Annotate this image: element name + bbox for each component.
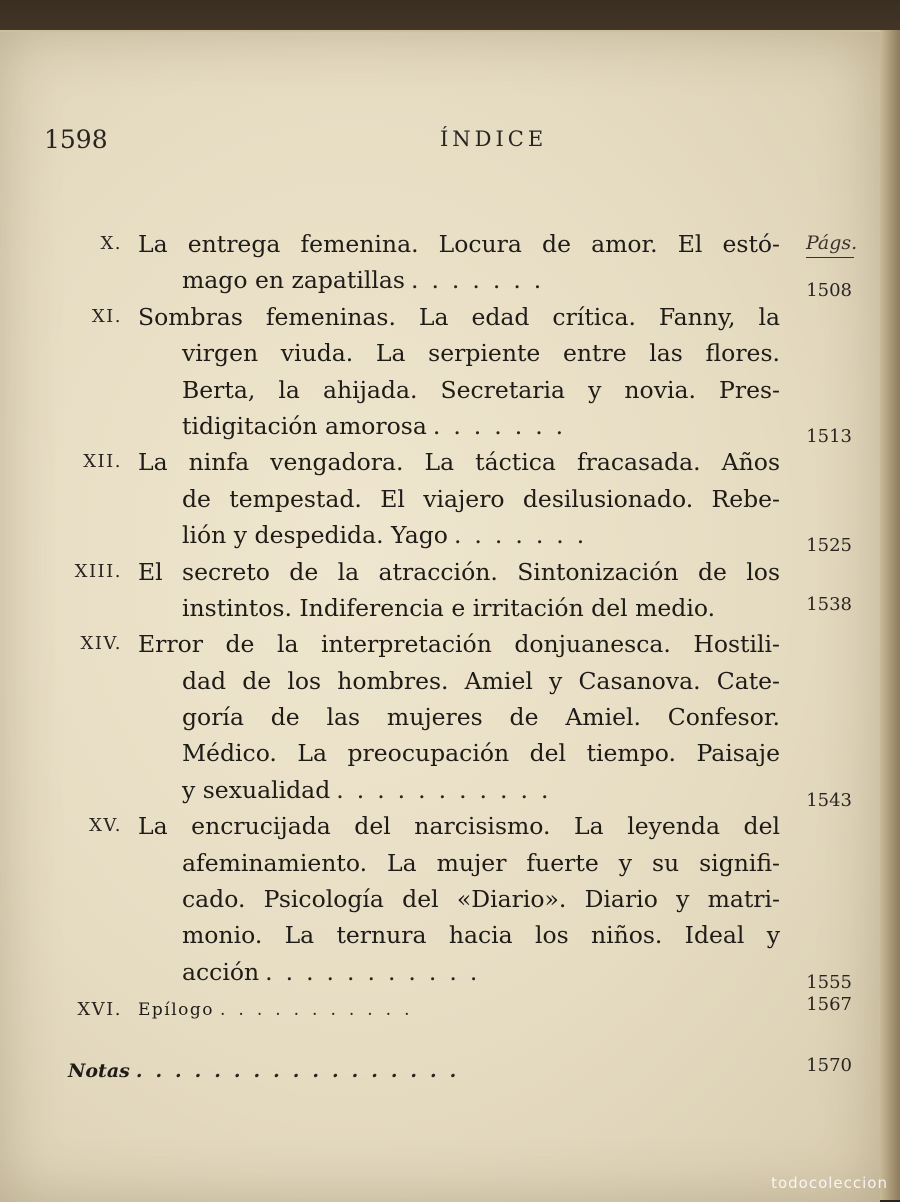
toc-entry: [0, 1053, 880, 1089]
page-edge: [880, 30, 900, 1200]
table-of-contents: [0, 226, 880, 1089]
toc-entry: [0, 992, 880, 1028]
toc-line: [0, 954, 880, 990]
entry-text: [182, 517, 597, 553]
chapter-numeral: XI.: [91, 305, 122, 327]
page-reference: 1525: [806, 535, 852, 557]
page-reference: 1555: [806, 971, 852, 993]
entry-text-content: La encrucijada del narcisismo. La leyenda del: [138, 812, 780, 841]
entry-text-content: goría de las mujeres de Amiel. Confesor.: [182, 703, 780, 732]
entry-text-content: de tempestad. El viajero desilusionado. Rebe-: [182, 484, 780, 513]
toc-entry: [0, 299, 880, 445]
toc-line: [0, 772, 880, 808]
entry-text: [182, 699, 780, 735]
toc-line: [0, 881, 880, 917]
entry-text: [182, 408, 576, 444]
toc-line: [0, 917, 880, 953]
toc-line: [0, 481, 880, 517]
entry-text-content: Epílogo: [138, 1000, 215, 1021]
dot-leaders: .......: [410, 266, 555, 295]
dot-leaders: ...........: [265, 957, 491, 986]
page-reference: 1543: [806, 789, 852, 811]
entry-text: [182, 262, 554, 298]
toc-line: [0, 663, 880, 699]
pages-column-label: Págs.: [806, 232, 854, 258]
chapter-numeral: XV.: [89, 815, 122, 837]
toc-entry: [0, 444, 880, 557]
toc-line: [0, 262, 880, 298]
toc-line: [0, 699, 880, 735]
entry-text-content: cado. Psicología del «Diario». Diario y matri-: [182, 885, 780, 914]
toc-line: [0, 517, 880, 553]
entry-text: [182, 335, 780, 371]
entry-text-content: Médico. La preocupación del tiempo. Paisaje: [182, 739, 780, 768]
entry-text-content: La entrega femenina. Locura de amor. El estó-: [138, 230, 780, 258]
toc-line: [0, 845, 880, 881]
entry-text-content: instintos. Indiferencia e irritación del medio.: [182, 593, 716, 622]
entry-text: [68, 1053, 469, 1089]
entry-text-content: lión y despedida. Yago: [182, 521, 448, 550]
entry-text: [182, 845, 780, 881]
page-header: [0, 123, 880, 163]
entry-text-content: Error de la interpretación donjuanesca. Hostili-: [138, 630, 780, 659]
toc-line: [0, 372, 880, 408]
page-reference: 1567: [806, 994, 852, 1016]
toc-entry: [0, 626, 880, 811]
toc-entry: [0, 226, 880, 302]
entry-text-content: y sexualidad: [182, 775, 331, 804]
entry-text-content: afeminamiento. La mujer fuerte y su signifi-: [182, 848, 780, 877]
chapter-numeral: XII.: [83, 451, 122, 473]
toc-entry: [0, 554, 880, 627]
toc-line: [0, 626, 880, 662]
entry-text: [182, 954, 490, 990]
toc-line: [0, 408, 880, 444]
entry-text-content: La ninfa vengadora. La táctica fracasada. Años: [138, 448, 780, 477]
toc-line: [0, 992, 880, 1028]
page-reference: 1508: [806, 280, 852, 302]
entry-text-content: mago en zapatillas: [182, 266, 405, 295]
dot-leaders: .......: [453, 521, 598, 550]
entry-text-content: Notas: [68, 1059, 130, 1082]
toc-line: [0, 226, 880, 262]
entry-text: [182, 881, 780, 917]
page-reference: 1538: [806, 593, 852, 615]
entry-text-content: acción: [182, 957, 260, 986]
chapter-numeral: X.: [100, 233, 122, 254]
watermark: todocoleccion: [771, 1174, 888, 1192]
entry-text: [182, 481, 780, 517]
entry-text-content: tidigitación amorosa: [182, 411, 427, 440]
toc-line: [0, 335, 880, 371]
entry-text-content: El secreto de la atracción. Sintonización de los: [138, 557, 780, 586]
toc-line: [0, 808, 880, 844]
chapter-numeral: XVI.: [77, 999, 122, 1021]
toc-line: [0, 590, 880, 626]
entry-text-content: dad de los hombres. Amiel y Casanova. Cate-: [182, 666, 780, 695]
entry-text: [138, 992, 422, 1028]
dot-leaders: ...........: [336, 775, 562, 804]
toc-entry: [0, 808, 880, 993]
entry-text-content: Berta, la ahijada. Secretaria y novia. Pres-: [182, 375, 780, 404]
dot-leaders: .......: [432, 411, 577, 440]
entry-text: [182, 917, 780, 953]
page-reference: 1570: [806, 1054, 852, 1076]
toc-line: [0, 735, 880, 771]
toc-line: [0, 1053, 880, 1089]
entry-text: [182, 590, 715, 626]
entry-text: [182, 372, 780, 408]
dot-leaders: ...........: [220, 1000, 423, 1021]
entry-text: [138, 808, 780, 844]
page-title: ÍNDICE: [440, 127, 548, 151]
toc-line: [0, 444, 880, 480]
entry-text-content: virgen viuda. La serpiente entre las flores.: [182, 339, 780, 368]
toc-line: [0, 554, 880, 590]
entry-text: [138, 444, 780, 480]
page-number: 1598: [44, 125, 108, 154]
entry-text: [182, 735, 780, 771]
entry-text: [182, 772, 561, 808]
entry-text: [138, 626, 780, 662]
chapter-numeral: XIII.: [74, 560, 122, 582]
entry-text: [138, 299, 780, 335]
entry-text-content: monio. La ternura hacia los niños. Ideal y: [182, 921, 780, 950]
entry-text: [138, 554, 780, 590]
page-reference: 1513: [806, 425, 852, 447]
entry-text-content: Sombras femeninas. La edad crítica. Fanny, la: [138, 302, 780, 331]
chapter-numeral: XIV.: [80, 633, 122, 655]
entry-text: [182, 663, 780, 699]
entry-text: [138, 226, 780, 262]
toc-line: [0, 299, 880, 335]
dot-leaders: .................: [135, 1059, 470, 1082]
